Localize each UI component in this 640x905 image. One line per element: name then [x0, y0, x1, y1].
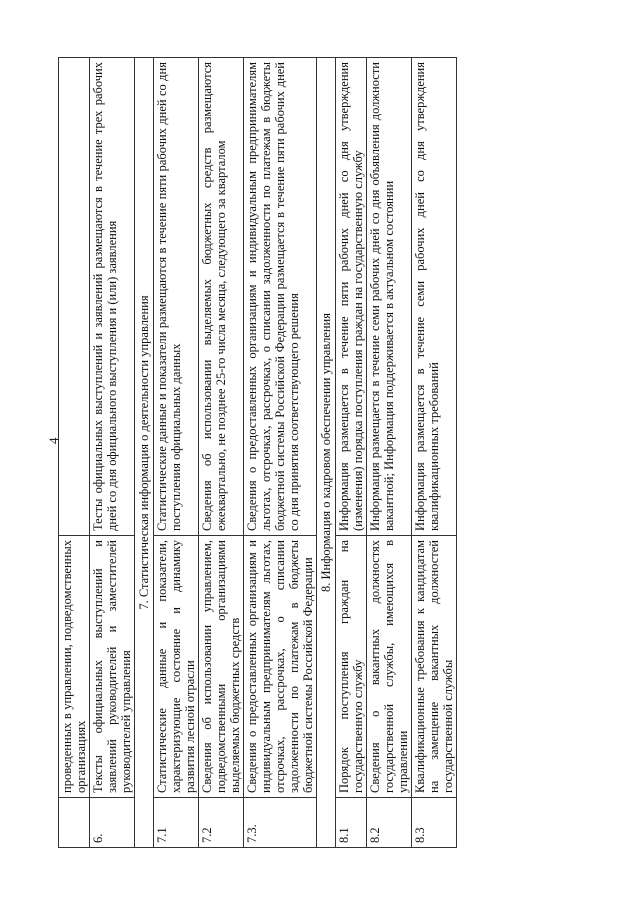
- table-row: [59, 58, 90, 848]
- section-header-row: [317, 58, 336, 848]
- row-term: Сведения о предоставленных организациям и индивидуальным предпринимателям льготах, отсрочках, рассрочках, о списании задолженности по платежам в бюджеты бюджетной системы Российской Федерации размещается в течение пяти рабочих дней со дня принятия соответствующего решения: [244, 58, 317, 536]
- row-term: Информация размещается в течение семи рабочих дней со дня объявления должности вакантной; Информация поддерживается в актуальном состоянии: [367, 58, 412, 536]
- section-title: 7. Статистическая информация о деятельности управления: [135, 58, 154, 848]
- row-item: Сведения о предоставленных организациям и индивидуальным предпринимателям льготах, отсрочках, рассрочках, о списании задолженности по платежам в бюджеты бюджетной системы Российской Федерации: [244, 536, 317, 798]
- row-term: [59, 58, 90, 536]
- row-number: 8.2: [367, 798, 412, 848]
- row-item: Тексты официальных выступлений и заявлений руководителей и заместителей руководителей управления: [90, 536, 135, 798]
- row-term: Сведения об использовании выделяемых бюджетных средств размещаются ежеквартально, не позднее 25-го числа месяца, следующего за кварталом: [199, 58, 244, 536]
- row-number: 7.1: [154, 798, 199, 848]
- table-row: [336, 58, 367, 848]
- row-item: Сведения о вакантных должностях государственной службы, имеющихся в управлении: [367, 536, 412, 798]
- row-number: 7.2: [199, 798, 244, 848]
- row-number: 8.3: [412, 798, 457, 848]
- row-item: Квалификационные требования к кандидатам на замещение вакантных должностей государственной службы: [412, 536, 457, 798]
- table-row: [244, 58, 317, 848]
- row-item: Сведения об использовании управлением, подведомственными организациями выделяемых бюджетных средств: [199, 536, 244, 798]
- row-item: проведенных в управлении, подведомственных организациях: [59, 536, 90, 798]
- row-number: 7.3.: [244, 798, 317, 848]
- section-title: 8. Информация о кадровом обеспечении управления: [317, 58, 336, 848]
- info-table: [58, 57, 457, 848]
- row-term: Тесты официальных выступлений и заявлений размещаются в течение трех рабочих дней со дня официального выступления и (или) заявления: [90, 58, 135, 536]
- table-row: [154, 58, 199, 848]
- section-header-row: [135, 58, 154, 848]
- table-row: [367, 58, 412, 848]
- rotated-page: [58, 58, 593, 848]
- table-row: [199, 58, 244, 848]
- page-number: 4: [46, 437, 61, 444]
- row-term: Информация размещается в течение пяти рабочих дней со дня утверждения (изменения) порядка поступления граждан на государственную службу: [336, 58, 367, 536]
- row-number: [59, 798, 90, 848]
- row-number: 8.1: [336, 798, 367, 848]
- row-term: Информация размещается в течение семи рабочих дней со дня утверждения квалификационных требований: [412, 58, 457, 536]
- row-term: Статистические данные и показатели размещаются в течение пяти рабочих дней со дня поступления официальных данных: [154, 58, 199, 536]
- row-item: Порядок поступления граждан на государственную службу: [336, 536, 367, 798]
- table-row: [90, 58, 135, 848]
- table-row: [412, 58, 457, 848]
- row-number: 6.: [90, 798, 135, 848]
- row-item: Статистические данные и показатели, характеризующие состояние и динамику развития лесной отрасли: [154, 536, 199, 798]
